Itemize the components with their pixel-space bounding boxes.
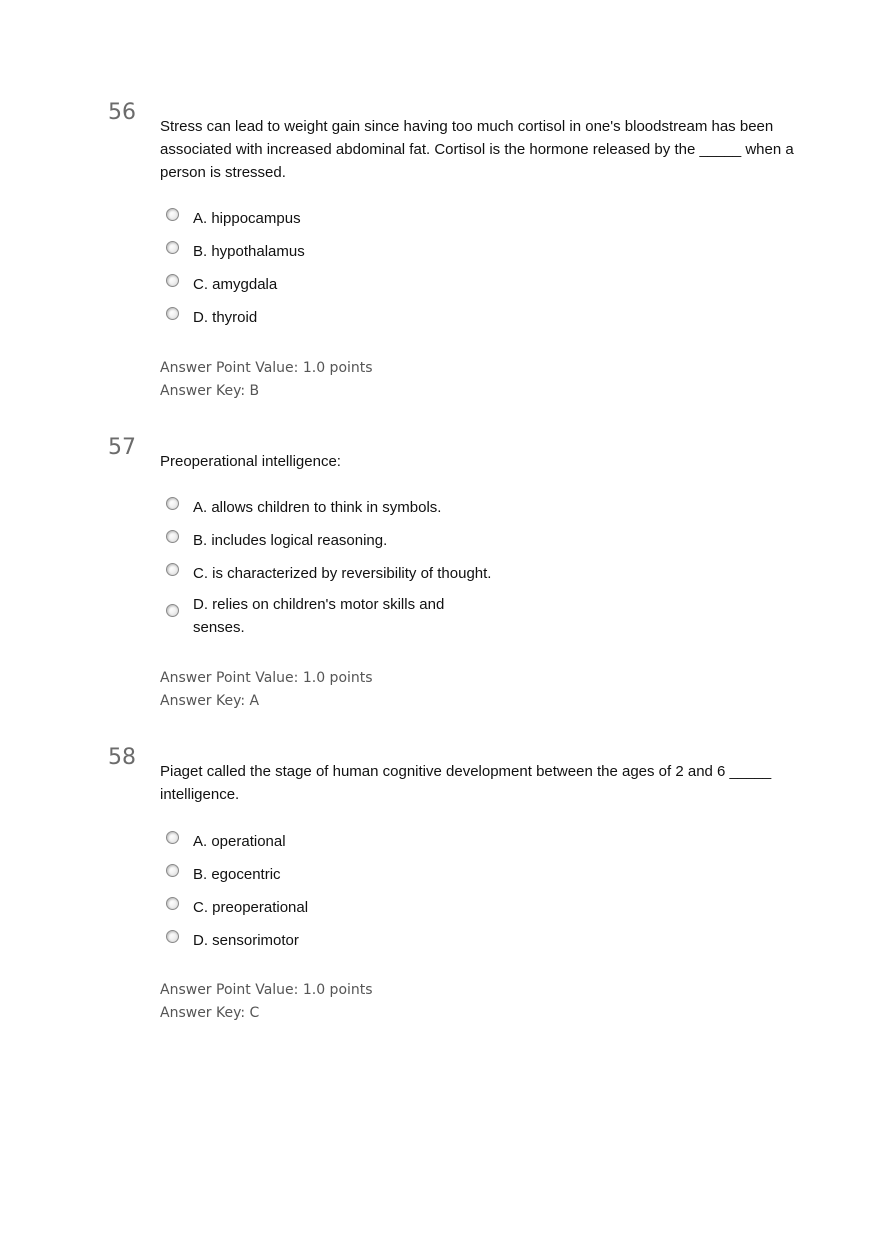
question-text: Piaget called the stage of human cognitive development between the ages of 2 and 6 _____ intelligence. <box>160 763 772 803</box>
option-label: D. sensorimotor <box>193 932 299 949</box>
option-label: D. thyroid <box>193 309 258 326</box>
radio-button[interactable] <box>166 208 179 221</box>
radio-button[interactable] <box>166 241 179 254</box>
option-label: A. allows children to think in symbols. <box>193 499 442 516</box>
option-label: B. egocentric <box>193 866 281 883</box>
question-text: Stress can lead to weight gain since having too much cortisol in one's bloodstream has been associated with increased abdominal fat. Cortisol is the hormone released by the _____ when a person is stressed. <box>160 118 794 181</box>
radio-button[interactable] <box>166 274 179 287</box>
answer-key: Answer Key: C <box>160 1005 260 1021</box>
option-label: B. hypothalamus <box>193 243 305 260</box>
option-label: C. amygdala <box>193 276 278 293</box>
radio-button[interactable] <box>166 530 179 543</box>
option-label: A. operational <box>193 833 286 850</box>
option-label: C. is characterized by reversibility of thought. <box>193 565 492 582</box>
question-number: 56 <box>108 100 136 125</box>
radio-button[interactable] <box>166 864 179 877</box>
option-label: A. hippocampus <box>193 210 301 227</box>
option-label: B. includes logical reasoning. <box>193 532 388 549</box>
radio-button[interactable] <box>166 497 179 510</box>
radio-button[interactable] <box>166 604 179 617</box>
radio-button[interactable] <box>166 831 179 844</box>
question-number: 57 <box>108 435 136 460</box>
radio-button[interactable] <box>166 563 179 576</box>
point-value: Answer Point Value: 1.0 points <box>160 670 373 686</box>
answer-key: Answer Key: B <box>160 383 260 399</box>
radio-button[interactable] <box>166 897 179 910</box>
point-value: Answer Point Value: 1.0 points <box>160 360 373 376</box>
question-text: Preoperational intelligence: <box>160 453 341 470</box>
radio-button[interactable] <box>166 930 179 943</box>
option-label: D. relies on children's motor skills and senses. <box>193 596 445 636</box>
question-number: 58 <box>108 745 136 770</box>
radio-button[interactable] <box>166 307 179 320</box>
option-label: C. preoperational <box>193 899 309 916</box>
answer-key: Answer Key: A <box>160 693 260 709</box>
point-value: Answer Point Value: 1.0 points <box>160 982 373 998</box>
